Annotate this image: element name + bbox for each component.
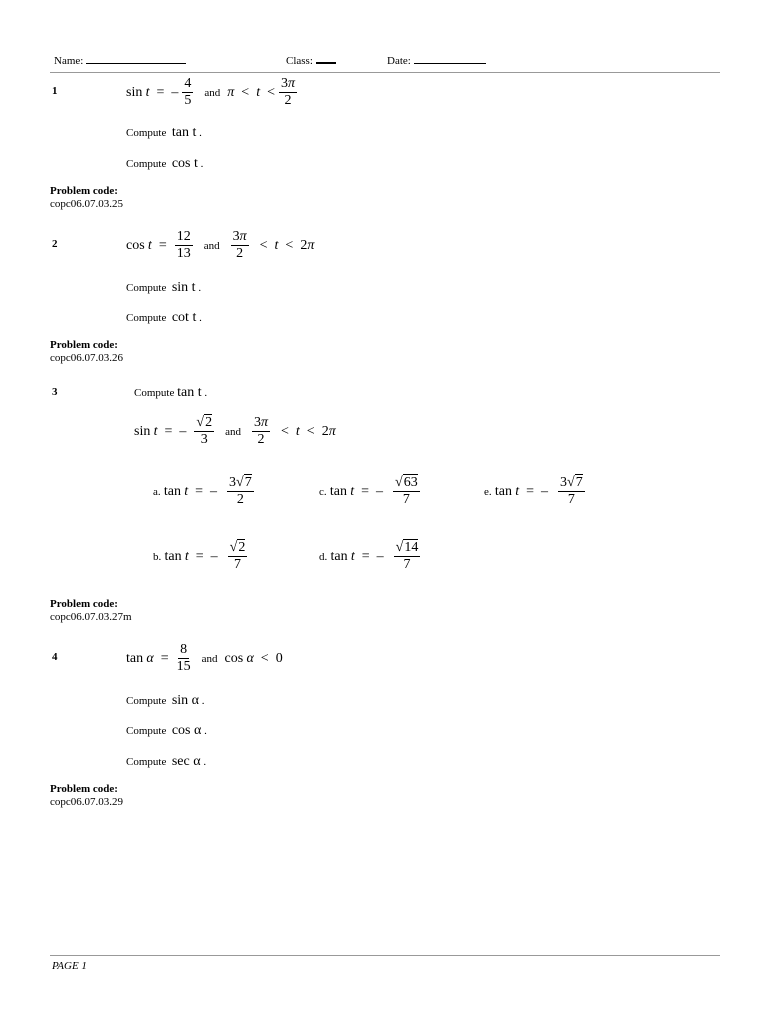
name-field	[54, 55, 186, 67]
compute-label: Compute	[126, 127, 167, 139]
class-label: Class:	[286, 55, 313, 67]
problem-3-given: sin t = – $\frac{√2}{3}$ and $\frac{3\pi}{2}$ < t < 2π	[134, 415, 336, 447]
header-rule	[50, 72, 720, 73]
compute-label: Compute	[126, 282, 167, 294]
class-blank[interactable]	[316, 61, 336, 64]
task-expression: sin α	[171, 693, 200, 708]
name-blank[interactable]	[86, 62, 186, 64]
problem-code: copc06.07.03.26	[50, 352, 124, 364]
problem-code-label: Problem code:	[50, 339, 118, 351]
compute-label: Compute	[126, 725, 167, 737]
task-expression: sin t	[171, 280, 196, 295]
task-expression: tan t	[177, 385, 202, 400]
date-label: Date:	[387, 55, 411, 67]
task-expression: sec α	[171, 754, 201, 769]
compute-line: Compute cot t .	[126, 310, 202, 325]
date-blank[interactable]	[414, 62, 486, 64]
problem-3-instruction: Compute tan t .	[134, 385, 208, 400]
problem-code: copc06.07.03.25	[50, 198, 124, 210]
compute-label: Compute	[126, 158, 167, 170]
problem-4-given: tan α = $\frac{8}{15}$ and cos α < 0	[126, 642, 283, 674]
problem-2-given: cos t = $\frac{12}{13}$ and $\frac{3\pi}{2}$ < t < 2π	[126, 229, 315, 261]
problem-number: 2	[52, 238, 58, 250]
problem-code: copc06.07.03.29	[50, 796, 124, 808]
compute-line: Compute cos t .	[126, 156, 204, 171]
compute-line: Compute cos α .	[126, 723, 207, 738]
choice-a[interactable]: a. tan t = – $\frac{3√7}{2}$	[153, 475, 252, 507]
choice-d[interactable]: d. tan t = – $\frac{√14}{7}$	[319, 540, 419, 572]
task-expression: cos α	[171, 723, 202, 738]
problem-1-given: sin t = – $\frac{4}{5}$ and π < t < $\frac{3\pi}{2}$	[126, 76, 296, 108]
choice-e[interactable]: e. tan t = – $\frac{3√7}{7}$	[484, 475, 583, 507]
instruction-label: Compute	[134, 387, 175, 399]
compute-line: Compute sec α .	[126, 754, 207, 769]
compute-label: Compute	[126, 756, 167, 768]
page-number: PAGE 1	[52, 960, 87, 972]
choice-b[interactable]: b. tan t = – $\frac{√2}{7}$	[153, 540, 246, 572]
choice-c[interactable]: c. tan t = – $\frac{√63}{7}$	[319, 475, 418, 507]
task-expression: cot t	[171, 310, 197, 325]
task-expression: tan t	[171, 125, 197, 140]
problem-number: 1	[52, 85, 58, 97]
compute-label: Compute	[126, 695, 167, 707]
problem-code-label: Problem code:	[50, 598, 118, 610]
connector-text: and	[225, 425, 241, 438]
footer-rule	[50, 955, 720, 956]
class-field	[286, 55, 336, 67]
compute-line: Compute sin t .	[126, 280, 202, 295]
connector-text: and	[204, 86, 221, 99]
compute-label: Compute	[126, 312, 167, 324]
date-field	[387, 55, 486, 67]
name-label: Name:	[54, 55, 84, 67]
connector-text: and	[203, 239, 220, 252]
compute-line: Compute sin α .	[126, 693, 205, 708]
problem-code: copc06.07.03.27m	[50, 611, 132, 623]
problem-code-label: Problem code:	[50, 783, 118, 795]
problem-number: 3	[52, 386, 58, 398]
problem-code-label: Problem code:	[50, 185, 118, 197]
connector-text: and	[201, 652, 218, 665]
task-expression: cos t	[171, 156, 198, 171]
problem-number: 4	[52, 651, 58, 663]
compute-line: Compute tan t .	[126, 125, 202, 140]
